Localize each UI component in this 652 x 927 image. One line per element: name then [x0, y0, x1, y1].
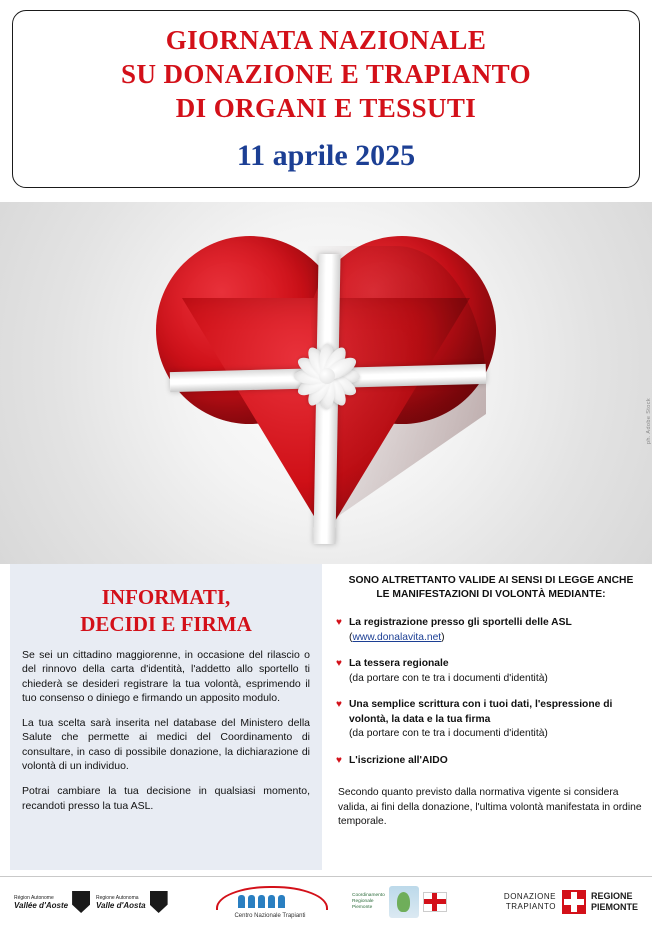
bullet-main-text: La registrazione presso gli sportelli delle ASL: [349, 617, 572, 628]
validity-note: Secondo quanto previsto dalla normativa vigente si considera valida, ai fini della donazione, l'ultima volontà manifestata in ordine temporale.: [338, 787, 642, 827]
informati-paragraph-3: Potrai cambiare la tua decisione in qualsiasi momento, recandoti presso la tua ASL.: [22, 785, 310, 812]
vda2-line1: Regione Autonoma: [96, 895, 139, 901]
regione-autonoma-valle-aosta-logo: [96, 883, 168, 921]
bullet-main-text: Una semplice scrittura con i tuoi dati, l'espressione di volontà, la data e la tua firma: [349, 699, 613, 725]
photo-credit: ph. Adobe Stock: [646, 398, 652, 445]
rp-line1: DONAZIONE: [503, 892, 556, 901]
crp-line2: Regionale: [352, 899, 374, 904]
heart-bullet-icon: ♥: [336, 754, 342, 766]
bullet-sub-text: (da portare con te tra i documenti d'identità): [349, 728, 548, 739]
donazione-trapianto-regione-piemonte-logo: [504, 883, 638, 921]
informati-paragraph-2: La tua scelta sarà inserita nel database del Ministero della Salute che permette ai medici del Coordinamento di consultare, in caso di possibile donazione, la dichiarazione di volontà di un individuo.: [22, 717, 310, 773]
crp-emblem-icon: [389, 886, 419, 918]
list-item: [336, 754, 646, 769]
bullet-main-text: L'iscrizione all'AIDO: [349, 754, 448, 766]
bullet-content: [349, 616, 572, 645]
header-line-2: SU DONAZIONE E TRAPIANTO: [121, 59, 531, 89]
list-item: [336, 616, 646, 645]
coordinamento-regionale-piemonte-logo: [352, 883, 472, 921]
header-title-box: [12, 10, 640, 188]
header-line-3: DI ORGANI E TESSUTI: [175, 93, 477, 123]
bullet-sub-text: (www.donalavita.net): [349, 631, 445, 643]
hero-photo: [0, 202, 652, 564]
gift-heart-illustration: [156, 218, 496, 548]
valid-forms-panel: [336, 564, 646, 830]
valle-aosta-shield-icon: [72, 891, 90, 913]
donalavita-link[interactable]: www.donalavita.net: [352, 631, 442, 643]
event-date: 11 aprile 2025: [236, 139, 416, 172]
bullet-content: [349, 698, 646, 742]
informati-title: [22, 584, 310, 638]
valid-forms-heading: [336, 574, 646, 602]
heart-bullet-icon: ♥: [336, 617, 342, 628]
rp-line2: TRAPIANTO: [505, 902, 556, 911]
vda1-line1: Région Autonome: [14, 895, 54, 901]
footer-logos: [0, 876, 652, 927]
bow-center: [319, 368, 335, 384]
piemonte-cross-icon: [562, 890, 586, 914]
bullet-sub-text: (da portare con te tra i documenti d'identità): [349, 672, 548, 684]
cnt-label: Centro Nazionale Trapianti: [234, 912, 306, 919]
valid-forms-heading-line1: SONO ALTRETTANTO VALIDE AI SENSI DI LEGGE ANCHE: [348, 575, 634, 586]
valid-forms-heading-line2: LE MANIFESTAZIONI DI VOLONTÀ MEDIANTE:: [376, 589, 606, 600]
centro-nazionale-trapianti-logo: [200, 883, 340, 921]
cnt-arc-icon: [216, 886, 324, 912]
informati-title-line1: INFORMATI,: [101, 585, 231, 609]
vda1-line2: Vallée d'Aoste: [14, 901, 69, 910]
heart-bullet-icon: ♥: [336, 699, 342, 710]
heart-bullet-icon: ♥: [336, 658, 342, 669]
region-autonome-vallee-aoste-logo: [14, 883, 90, 921]
rp-region-line2: PIEMONTE: [590, 902, 638, 912]
list-item: [336, 698, 646, 742]
gift-bow-icon: [288, 340, 366, 412]
rp-region-line1: REGIONE: [590, 891, 633, 901]
vda2-line2: Valle d'Aosta: [96, 901, 146, 910]
list-item: [336, 657, 646, 686]
header-line-1: GIORNATA NAZIONALE: [165, 25, 487, 55]
informati-panel: [10, 564, 322, 870]
crp-cross-flag-icon: [423, 892, 447, 912]
cnt-people-icon: [238, 895, 285, 908]
crp-line3: Piemonte: [352, 905, 373, 910]
bullet-content: [349, 754, 448, 769]
bullet-content: [349, 657, 548, 686]
crp-line1: Coordinamento: [352, 893, 385, 898]
informati-title-line2: DECIDI E FIRMA: [80, 612, 252, 636]
lower-content: [0, 564, 652, 874]
valle-aosta-shield-icon-2: [150, 891, 168, 913]
bullet-main-text: La tessera regionale: [349, 658, 449, 669]
informati-paragraph-1: Se sei un cittadino maggiorenne, in occasione del rilascio o del rinnovo della carta d'identità, l'addetto allo sportello ti chiederà se desideri registrare la tua volontà, esprimendo il tuo consenso o diniego e firmando un apposito modulo.: [22, 649, 310, 704]
